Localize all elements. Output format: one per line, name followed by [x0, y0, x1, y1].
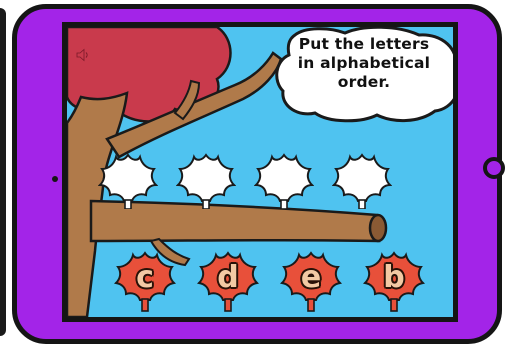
instruction-line-3: order.: [337, 73, 391, 91]
maple-leaf-icon: [363, 251, 425, 313]
answer-slot-3[interactable]: [254, 149, 314, 209]
camera-icon: [52, 176, 58, 182]
leaf-letter: b: [383, 260, 405, 295]
leaf-letter: c: [136, 260, 154, 295]
answer-slot-4[interactable]: [332, 149, 392, 209]
letter-leaf-2[interactable]: [197, 251, 259, 313]
blank-leaf-icon: [98, 149, 158, 209]
blank-leaf-icon: [332, 149, 392, 209]
branch-end: [370, 215, 386, 241]
home-button-icon[interactable]: [483, 157, 505, 179]
blank-leaf-icon: [176, 149, 236, 209]
answer-slot-1[interactable]: [98, 149, 158, 209]
leaf-letter: e: [300, 260, 322, 295]
adjacent-device-edge: [0, 8, 6, 336]
blank-leaf-icon: [254, 149, 314, 209]
letter-leaf-3[interactable]: [280, 251, 342, 313]
instruction-line-2: in alphabetical: [297, 54, 431, 72]
instruction-line-1: Put the letters: [298, 35, 430, 53]
maple-leaf-icon: [280, 251, 342, 313]
maple-leaf-icon: [197, 251, 259, 313]
leaf-letter: d: [217, 260, 239, 295]
instruction-text: [280, 35, 448, 92]
letter-leaf-1[interactable]: [114, 251, 176, 313]
maple-leaf-icon: [114, 251, 176, 313]
game-screen: [62, 22, 458, 322]
speaker-icon[interactable]: [76, 48, 90, 62]
letter-leaf-4[interactable]: [363, 251, 425, 313]
answer-slot-2[interactable]: [176, 149, 236, 209]
